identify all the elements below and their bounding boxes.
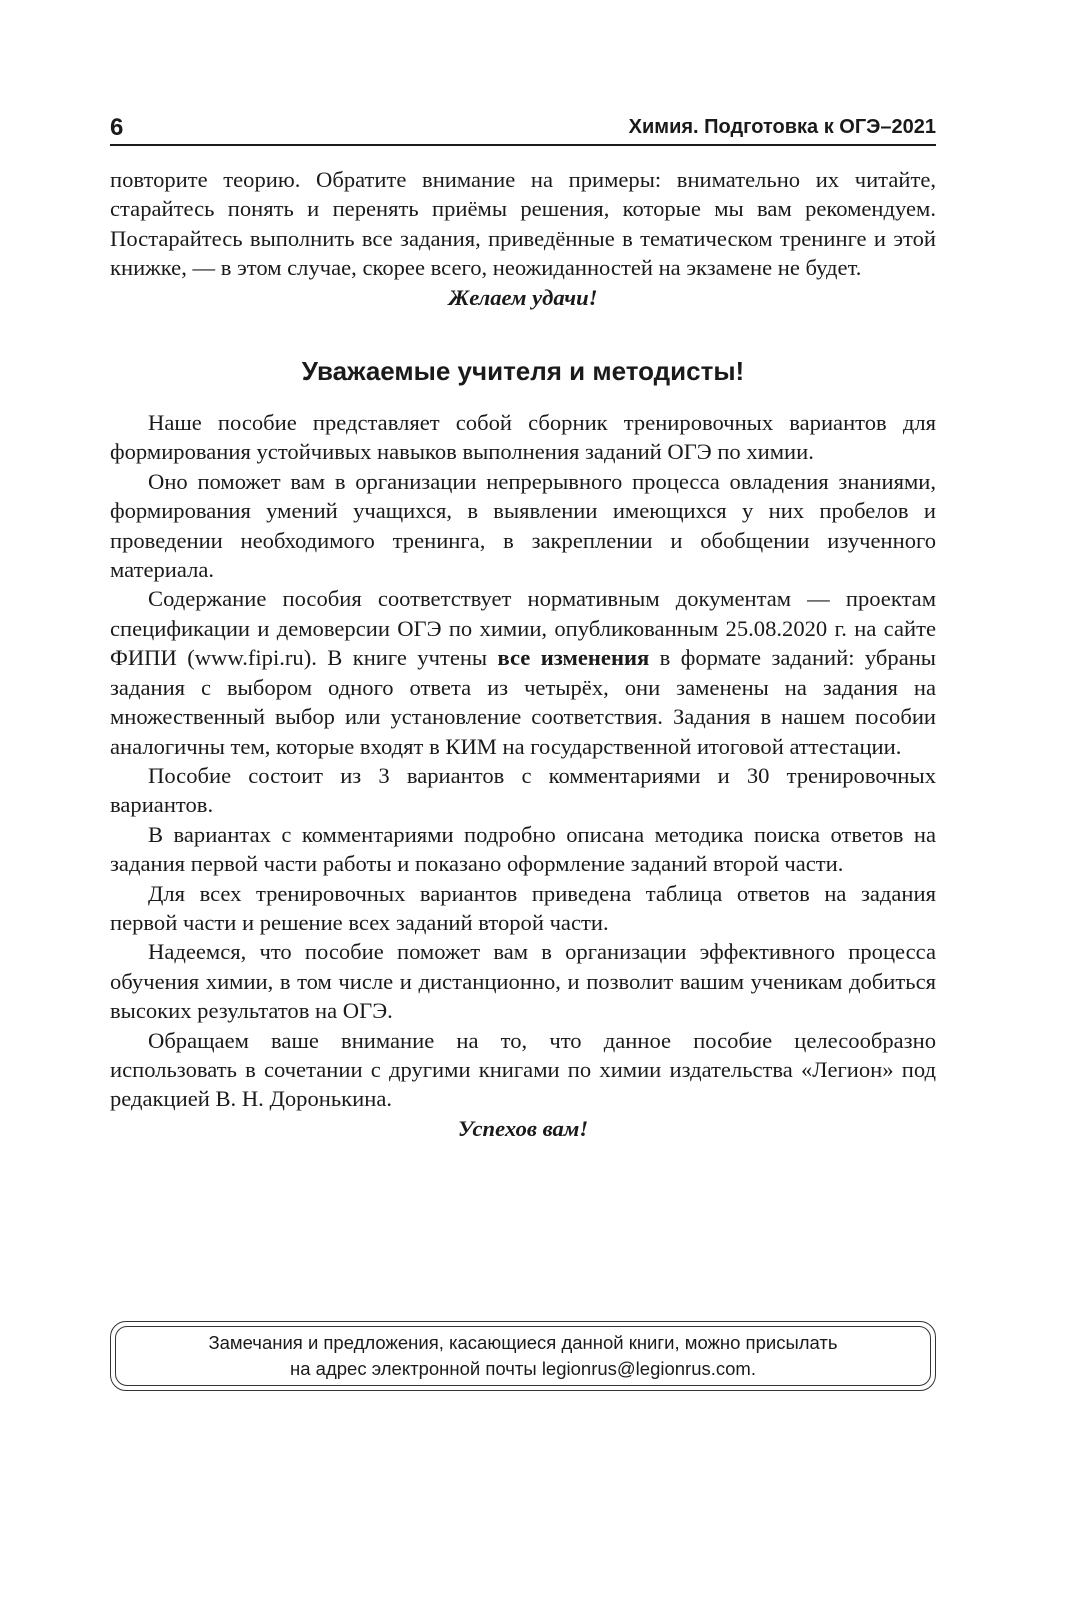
teachers-paragraph-8: Обращаем ваше внимание на то, что данное пособие целесообразно использовать в сочетании с другими книгами по химии издательства «Легион» под редакцией В. Н. Доронькина. xyxy=(110,1027,936,1112)
teachers-paragraph-6: Для всех тренировочных вариантов приведена таблица ответов на задания первой части и решение всех заданий второй части. xyxy=(110,880,936,935)
teachers-paragraph-1: Наше пособие представляет собой сборник тренировочных вариантов для формирования устойчивых навыков выполнения заданий ОГЭ по химии. xyxy=(110,410,936,465)
notice-line-2: на адрес электронной почты legionrus@legionrus.com. xyxy=(290,1358,756,1379)
teachers-paragraph-3 xyxy=(110,584,936,760)
page-body xyxy=(110,165,936,1143)
teachers-paragraph-5: В вариантах с комментариями подробно описана методика поиска ответов на задания первой части работы и показано оформление заданий второй части. xyxy=(110,821,936,877)
teachers-paragraph-4: Пособие состоит из 3 вариантов с комментариями и 30 тренировочных вариантов. xyxy=(110,762,936,818)
teachers-paragraph-7: Надеемся, что пособие поможет вам в организации эффективного процесса обучения химии, в том числе и дистанционно, и позволит вашим ученикам добиться высоких результатов на ОГЭ. xyxy=(110,939,936,1024)
intro-paragraph: повторите теорию. Обратите внимание на примеры: внимательно их читайте, старайтесь понять и перенять приёмы решения, которые мы вам рекомендуем. Постарайтесь выполнить все задания, приведённые в тематическом тренинге и этой книжке, — в этом случае, скорее всего, неожиданностей на экзамене не будет. xyxy=(110,167,936,281)
notice-line-1: Замечания и предложения, касающиеся данной книги, можно присылать xyxy=(208,1332,838,1353)
paragraph-3-start: Содержание пособия соответствует нормативным документам — проектам спецификации и демоверсии ОГЭ по химии, опубликованным 25.08.2020 г. на сайте ФИПИ (www.fipi.ru). В книге учтены xyxy=(110,586,936,671)
page-number: 6 xyxy=(110,114,124,141)
page-header xyxy=(110,108,936,146)
paragraph-3-end: в формате заданий: убраны задания с выбором одного ответа из четырёх, они заменены на задания на множественный выбор или установление соответствия. Задания в нашем пособии аналогичны тем, которые входят в КИМ на государственной итоговой аттестации. xyxy=(110,645,936,759)
feedback-notice-frame xyxy=(115,1326,931,1386)
running-title: Химия. Подготовка к ОГЭ–2021 xyxy=(628,116,936,138)
feedback-notice xyxy=(110,1321,936,1391)
section-heading: Уважаемые учителя и методисты! xyxy=(301,356,745,387)
teachers-closing: Успехов вам! xyxy=(457,1115,589,1141)
teachers-paragraph-2: Оно поможет вам в организации непрерывного процесса овладения знаниями, формирования умений учащихся, в выявлении имеющихся у них пробелов и проведении необходимого тренинга, в закреплении и обобщении изученного материала. xyxy=(110,468,936,583)
intro-closing: Желаем удачи! xyxy=(448,284,598,310)
emphasis-all-changes: все изменения xyxy=(497,645,650,671)
